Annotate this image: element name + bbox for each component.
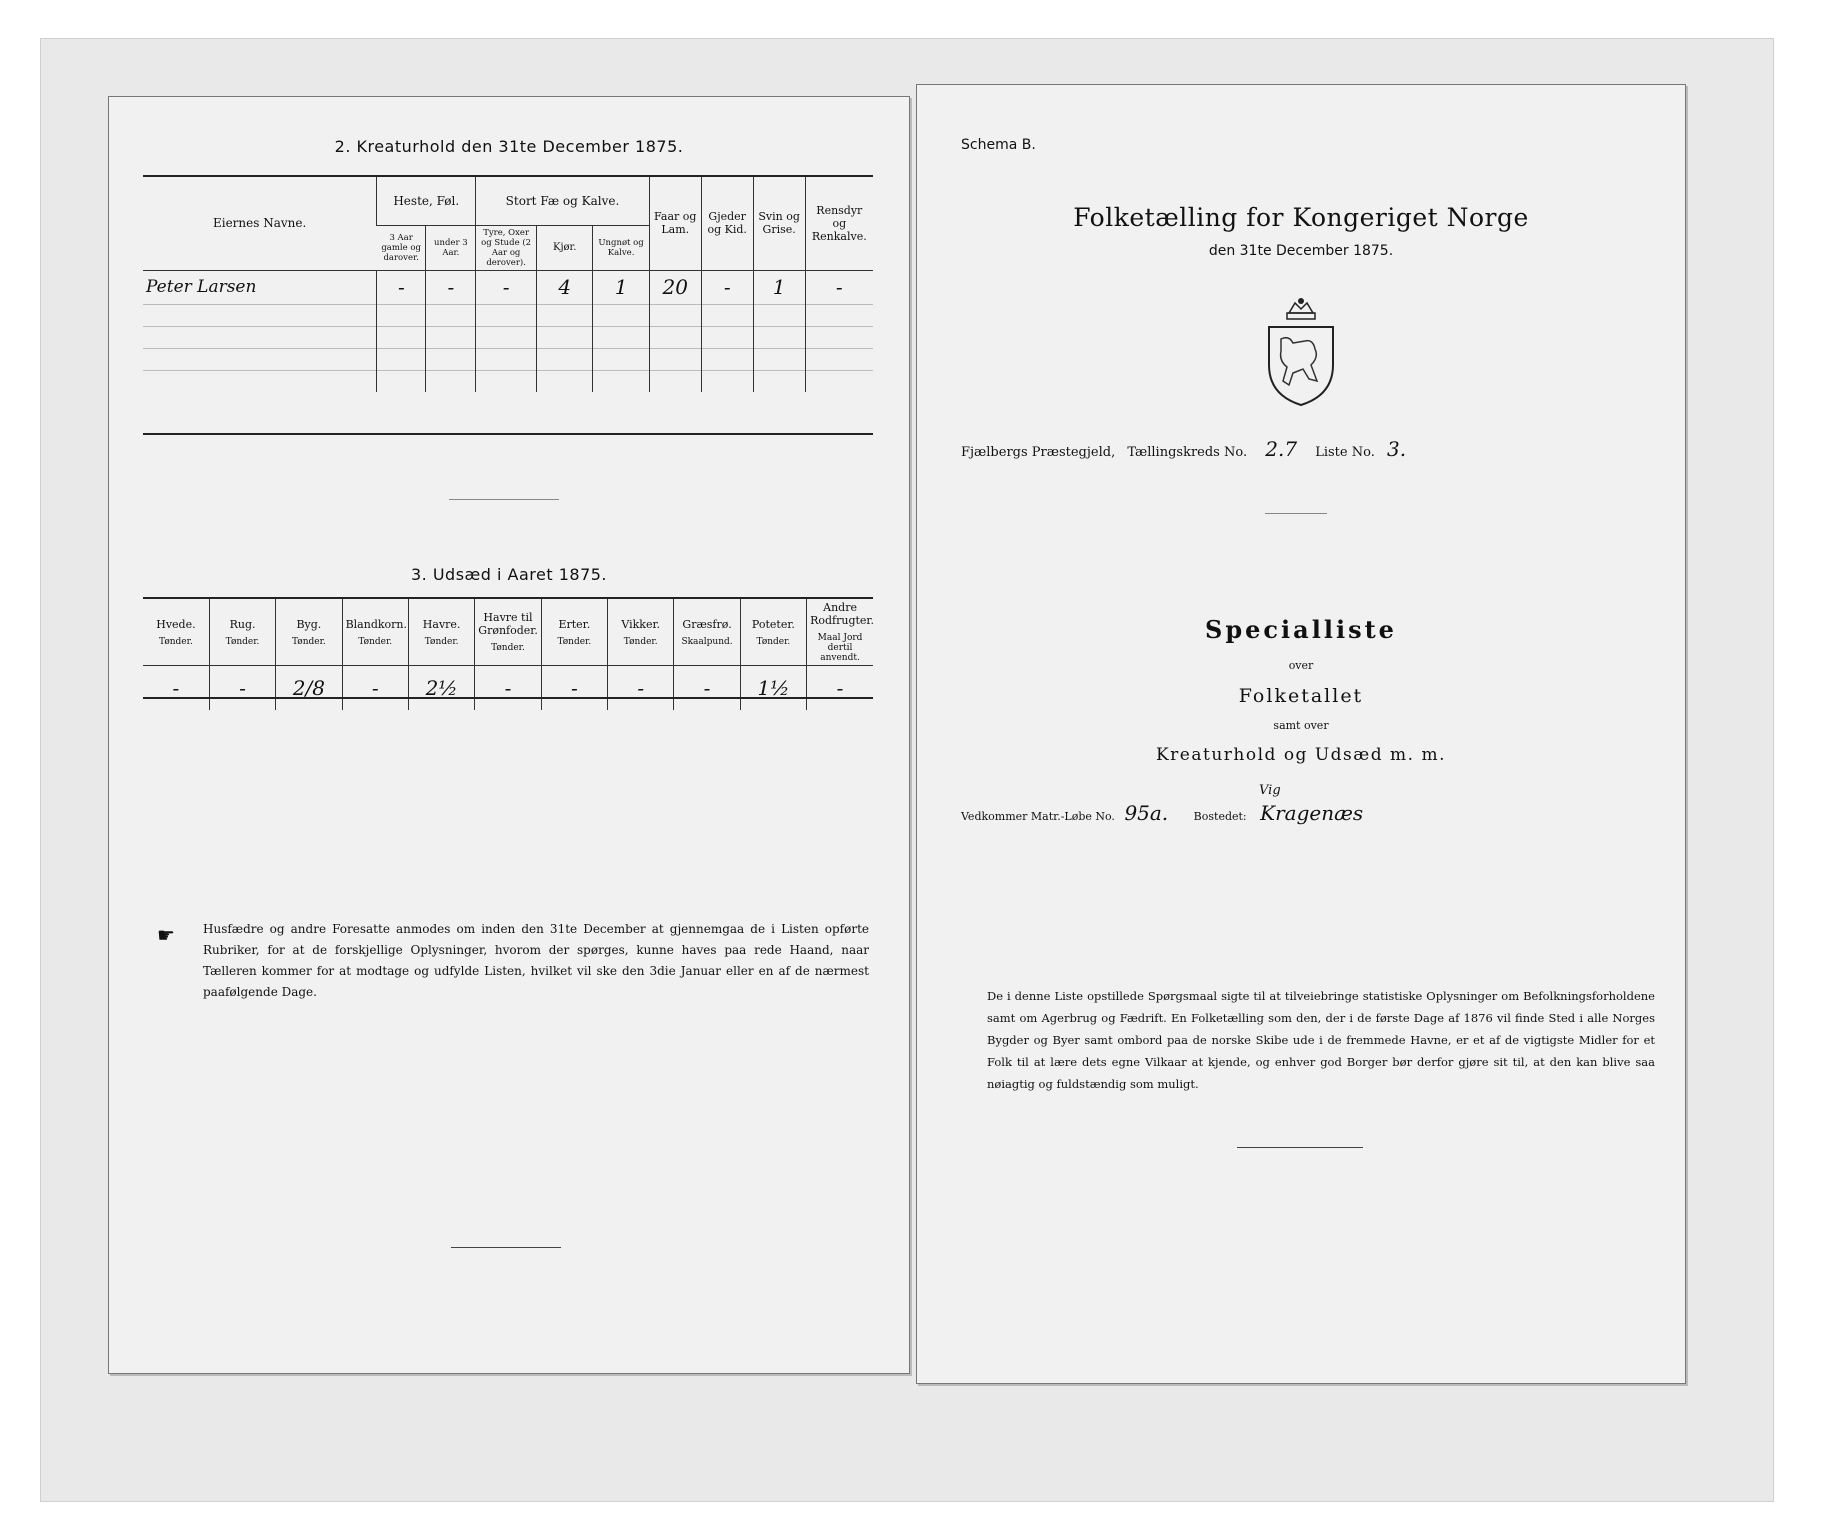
horses-young-header: under 3 Aar. [426,225,476,270]
goats-header: Gjeder og Kid. [701,177,753,270]
seed-unit-label: Maal Jord dertil anvendt. [817,633,863,663]
cattle-header: Stort Fæ og Kalve. [476,177,650,225]
seed-crop-label: Rug. [229,617,256,631]
matr-label: Vedkommer Matr.-Løbe No. [961,810,1115,823]
pointing-hand-icon: ☛ [157,923,175,947]
seed-unit-label: Tønder. [225,636,260,647]
seed-column-header [541,599,607,666]
seed-crop-label: Havre. [422,617,461,631]
samt-over-label: samt over [1273,719,1329,732]
seed-column-header [807,599,873,666]
seed-value-cell: 2/8 [276,666,342,710]
seed-column-header [276,599,342,666]
seed-column-header [674,599,740,666]
census-title: Folketælling for Kongeriget Norge [1073,203,1529,232]
cows-value: 4 [537,270,593,304]
seed-unit-label: Tønder. [491,643,525,653]
right-page [916,84,1686,1384]
over-label: over [1288,659,1314,672]
seed-column-header [475,599,541,666]
reindeer-value: - [805,270,873,304]
instruction-paragraph: De i denne Liste opstillede Spørgsmaal sigte til at tilveiebringe statistiske Oplysninger om Befolkningsforholdene samt om Agerbrug og Fædrift. En Folketælling som den, der i de første Dage af 1876 vil finde Sted i alle Norges Bygder og Byer samt ombord paa de norske Skibe ude i de fremmede Havne, er et af de vigtigste Midler for et Folk til at lære dets egne Vilkaar at kjende, og enhver god Borger bør derfor gjøre sit til, at den kan blive saa nøiagtig og fuldstændig som muligt. [987,989,1655,1091]
seed-value-cell: - [209,666,275,710]
seed-column-header [143,599,209,666]
folketallet-label: Folketallet [1238,685,1364,707]
seed-column-header [408,599,474,666]
coat-of-arms-icon [1259,295,1343,407]
bosted-label: Bostedet: [1193,810,1247,823]
seed-value-cell: - [342,666,408,710]
seed-column-header [608,599,674,666]
liste-value: 3. [1386,437,1407,461]
schema-label: Schema B. [961,137,1036,153]
livestock-title: 2. Kreaturhold den 31te December 1875. [334,137,684,156]
seed-value-cell: - [608,666,674,710]
livestock-table [143,177,873,392]
seed-header-row [143,599,873,666]
notice-text: Husfædre og andre Foresatte anmodes om inden den 31te December at gjennemgaa de i Listen opførte Rubriker, for at de forskjellige Oplysninger, hvorom der spørges, kunne haves paa rede Haand, naar Tælleren kommer for at modtage og udfylde Listen, hvilket vil ske den 3die Januar eller en af de nærmest paafølgende Dage. [203,922,869,999]
seed-column-header [209,599,275,666]
table-row [143,270,873,304]
special-list-title: Specialliste [1205,615,1397,644]
horses-header: Heste, Føl. [377,177,476,225]
matr-value: 95a. [1124,801,1169,825]
seed-unit-label: Skaalpund. [681,636,733,647]
seed-unit-label: Tønder. [623,636,658,647]
owner-header: Eiernes Navne. [212,216,307,231]
horses-old-value: - [377,270,426,304]
matr-line [961,801,1661,825]
seed-unit-label: Tønder. [292,636,326,647]
seed-unit-label: Tønder. [557,636,592,647]
seed-value-cell: - [674,666,740,710]
table-row [143,666,873,710]
sheep-header: Faar og Lam. [649,177,701,270]
seed-unit-label: Tønder. [358,636,393,647]
kreds-value: 2.7 [1265,437,1298,461]
cows-header: Kjør. [537,225,593,270]
seed-column-header [342,599,408,666]
seed-unit-label: Tønder. [424,636,459,647]
seed-value-cell: - [172,675,180,700]
horses-young-value: - [426,270,476,304]
bulls-value: - [476,270,537,304]
reindeer-header: Rensdyr og Renkalve. [805,177,873,270]
seed-crop-label: Græsfrø. [682,617,732,631]
pigs-header: Svin og Grise. [753,177,805,270]
seed-crop-label: Erter. [558,617,591,631]
seed-crop-label: Havre til Grønfoder. [478,611,538,637]
seed-column-header [740,599,806,666]
sheep-value: 20 [649,270,701,304]
parish-line [961,437,1661,461]
seed-title: 3. Udsæd i Aaret 1875. [410,565,608,584]
seed-value-cell: 2½ [408,666,474,710]
bosted-note: Vig [1259,783,1281,798]
seed-crop-label: Poteter. [751,617,795,631]
seed-crop-label: Vikker. [621,617,661,631]
seed-crop-label: Byg. [296,617,322,631]
pigs-value: 1 [753,270,805,304]
goats-value: - [701,270,753,304]
young-value: 1 [593,270,649,304]
seed-unit-label: Tønder. [159,636,193,647]
seed-value-cell: - [475,666,541,710]
liste-label: Liste No. [1315,445,1375,460]
kreaturhold-label: Kreaturhold og Udsæd m. m. [1155,745,1446,765]
parish-label: Fjælbergs Præstegjeld, [961,445,1116,460]
kreds-label: Tællingskreds No. [1127,445,1248,460]
seed-unit-label: Tønder. [756,636,791,647]
census-date: den 31te December 1875. [1208,243,1394,259]
seed-value-cell: 1½ [740,666,806,710]
young-cattle-header: Ungnøt og Kalve. [593,225,649,270]
owner-name: Peter Larsen [146,277,257,297]
horses-old-header: 3 Aar gamle og darover. [381,232,421,263]
seed-crop-label: Hvede. [156,617,196,631]
seed-crop-label: Andre Rodfrugter. [810,601,874,627]
seed-value-cell: - [541,666,607,710]
left-page [108,96,910,1374]
seed-table [143,599,873,710]
seed-value-cell: - [807,666,873,710]
seed-crop-label: Blandkorn. [345,617,407,631]
bulls-header: Tyre, Oxer og Stude (2 Aar og derover). [476,225,537,270]
bosted-value: Kragenæs [1260,801,1364,825]
